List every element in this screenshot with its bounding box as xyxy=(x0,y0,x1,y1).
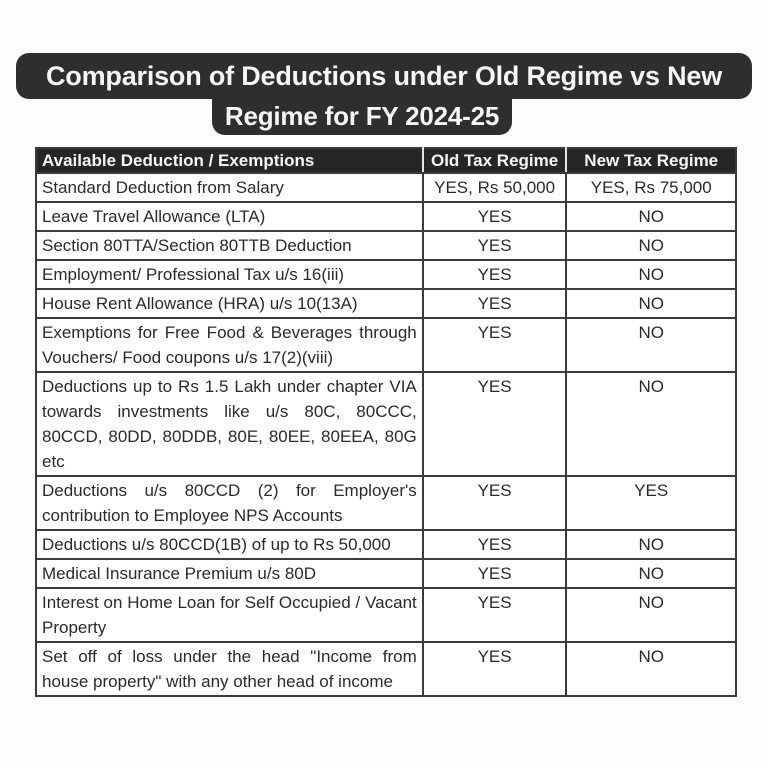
deduction-cell: Deductions u/s 80CCD(1B) of up to Rs 50,000 xyxy=(36,530,423,559)
old-regime-cell: YES xyxy=(423,318,567,372)
deduction-cell: Deductions u/s 80CCD (2) for Employer's contribution to Employee NPS Accounts xyxy=(36,476,423,530)
deduction-cell: Standard Deduction from Salary xyxy=(36,173,423,202)
table-row xyxy=(36,289,736,318)
deduction-cell: House Rent Allowance (HRA) u/s 10(13A) xyxy=(36,289,423,318)
old-regime-cell: YES xyxy=(423,289,567,318)
column-header-deductions: Available Deduction / Exemptions xyxy=(36,148,423,173)
new-regime-cell: NO xyxy=(566,318,736,372)
old-regime-cell: YES xyxy=(423,476,567,530)
deduction-cell: Medical Insurance Premium u/s 80D xyxy=(36,559,423,588)
old-regime-cell: YES xyxy=(423,202,567,231)
column-header-new-regime: New Tax Regime xyxy=(566,148,736,173)
new-regime-cell: NO xyxy=(566,289,736,318)
table-row xyxy=(36,559,736,588)
deduction-cell: Exemptions for Free Food & Beverages through Vouchers/ Food coupons u/s 17(2)(viii) xyxy=(36,318,423,372)
table-row xyxy=(36,231,736,260)
old-regime-cell: YES xyxy=(423,588,567,642)
new-regime-cell: NO xyxy=(566,231,736,260)
new-regime-cell: NO xyxy=(566,202,736,231)
table-header-row xyxy=(36,148,736,173)
old-regime-cell: YES xyxy=(423,260,567,289)
old-regime-cell: YES xyxy=(423,372,567,476)
new-regime-cell: NO xyxy=(566,530,736,559)
table-row xyxy=(36,642,736,696)
new-regime-cell: NO xyxy=(566,588,736,642)
new-regime-cell: NO xyxy=(566,372,736,476)
table-row xyxy=(36,173,736,202)
old-regime-cell: YES, Rs 50,000 xyxy=(423,173,567,202)
comparison-table xyxy=(35,147,737,697)
deduction-cell: Deductions up to Rs 1.5 Lakh under chapter VIA towards investments like u/s 80C, 80CCC, 80CCD, 80DD, 80DDB, 80E, 80EE, 80EEA, 80G etc xyxy=(36,372,423,476)
new-regime-cell: YES xyxy=(566,476,736,530)
new-regime-cell: NO xyxy=(566,559,736,588)
deduction-cell: Interest on Home Loan for Self Occupied / Vacant Property xyxy=(36,588,423,642)
old-regime-cell: YES xyxy=(423,530,567,559)
new-regime-cell: NO xyxy=(566,260,736,289)
new-regime-cell: YES, Rs 75,000 xyxy=(566,173,736,202)
title-banner xyxy=(16,53,752,135)
new-regime-cell: NO xyxy=(566,642,736,696)
table-row xyxy=(36,260,736,289)
table-row xyxy=(36,476,736,530)
deduction-cell: Set off of loss under the head "Income from house property" with any other head of income xyxy=(36,642,423,696)
old-regime-cell: YES xyxy=(423,231,567,260)
old-regime-cell: YES xyxy=(423,642,567,696)
title-line-2: Regime for FY 2024-25 xyxy=(212,98,512,135)
table-row xyxy=(36,530,736,559)
table-row xyxy=(36,588,736,642)
column-header-old-regime: Old Tax Regime xyxy=(423,148,567,173)
deduction-cell: Employment/ Professional Tax u/s 16(iii) xyxy=(36,260,423,289)
deduction-cell: Leave Travel Allowance (LTA) xyxy=(36,202,423,231)
table-row xyxy=(36,202,736,231)
table-row xyxy=(36,318,736,372)
deduction-cell: Section 80TTA/Section 80TTB Deduction xyxy=(36,231,423,260)
title-line-1: Comparison of Deductions under Old Regime vs New xyxy=(16,53,752,99)
old-regime-cell: YES xyxy=(423,559,567,588)
table-row xyxy=(36,372,736,476)
